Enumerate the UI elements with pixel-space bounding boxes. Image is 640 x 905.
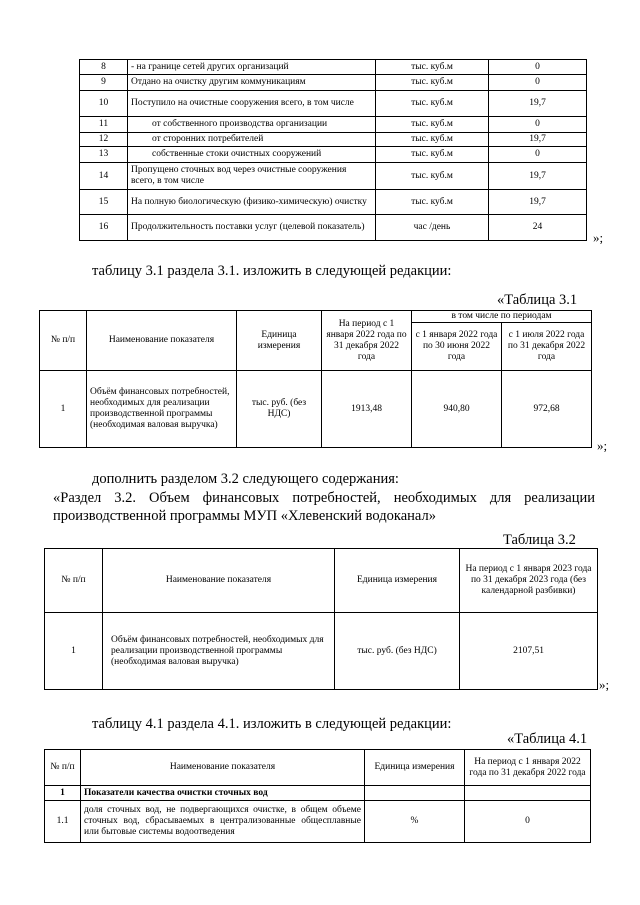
table-row: 14 Пропущено сточных вод через очистные сооружения всего, в том числе тыс. куб.м 19,7 — [80, 163, 587, 190]
table-4-1-title: «Таблица 4.1 — [507, 731, 588, 747]
header-name: Наименование показателя — [87, 311, 237, 371]
table-row: 1.1 доля сточных вод, не подвергающихся очистке, в общем объеме сточных вод, сбрасываемых в централизованные общесплавные или бытовые системы водоотведения % 0 — [45, 801, 591, 843]
paragraph-section-3-2-intro: дополнить разделом 3.2 следующего содержания: — [92, 471, 399, 487]
header-period: На период с 1 января 2022 года по 31 декабря 2022 года — [465, 750, 591, 786]
header-including: в том числе по периодам — [412, 311, 592, 323]
table-row: 16 Продолжительность поставки услуг (целевой показатель) час /день 24 — [80, 215, 587, 241]
header-unit: Единица измерения — [237, 311, 322, 371]
table-row: 8 - на границе сетей других организаций тыс. куб.м 0 — [80, 60, 587, 75]
header-num: № п/п — [45, 549, 103, 613]
header-period-2: с 1 июля 2022 года по 31 декабря 2022 года — [502, 323, 592, 371]
closing-quote-mark: »; — [599, 677, 610, 692]
table-row: 13 собственные стоки очистных сооружений тыс. куб.м 0 — [80, 147, 587, 163]
paragraph-section-3-2-title-line1: «Раздел 3.2. Объем финансовых потребностей, необходимых для реализации — [53, 490, 595, 506]
paragraph-section-3-2-title-line2: производственной программы МУП «Хлевенский водоканал» — [53, 508, 436, 524]
flow-table — [79, 59, 587, 241]
table-row: 10 Поступило на очистные сооружения всего, в том числе тыс. куб.м 19,7 — [80, 91, 587, 117]
header-period-1: с 1 января 2022 года по 30 июня 2022 года — [412, 323, 502, 371]
closing-quote-mark: »; — [597, 438, 608, 453]
table-row: 1 Объём финансовых потребностей, необходимых для реализации производственной программы (необходимая валовая выручка) тыс. руб. (без НДС) 2107,51 — [45, 613, 598, 690]
table-row: 1 Объём финансовых потребностей, необходимых для реализации производственной программы (необходимая валовая выручка) тыс. руб. (без НДС) 1913,48 940,80 972,68 — [40, 371, 592, 448]
table-row: 11 от собственного производства организации тыс. куб.м 0 — [80, 117, 587, 133]
table-3-1-title: «Таблица 3.1 — [497, 292, 578, 308]
paragraph-table-3-1-intro: таблицу 3.1 раздела 3.1. изложить в следующей редакции: — [92, 263, 452, 279]
header-num: № п/п — [45, 750, 81, 786]
header-period: На период с 1 января 2022 года по 31 декабря 2022 года — [322, 311, 412, 371]
table-3-2-title: Таблица 3.2 — [503, 532, 576, 548]
header-name: Наименование показателя — [81, 750, 365, 786]
header-num: № п/п — [40, 311, 87, 371]
header-name: Наименование показателя — [103, 549, 335, 613]
paragraph-table-4-1-intro: таблицу 4.1 раздела 4.1. изложить в следующей редакции: — [92, 716, 452, 732]
closing-quote-mark: »; — [593, 230, 604, 245]
table-row: 12 от сторонних потребителей тыс. куб.м 19,7 — [80, 133, 587, 147]
header-unit: Единица измерения — [365, 750, 465, 786]
table-row: 15 На полную биологическую (физико-химическую) очистку тыс. куб.м 19,7 — [80, 190, 587, 215]
table-3-1 — [39, 310, 592, 448]
header-period: На период с 1 января 2023 года по 31 декабря 2023 года (без календарной разбивки) — [460, 549, 598, 613]
header-unit: Единица измерения — [335, 549, 460, 613]
table-4-1 — [44, 749, 591, 843]
table-3-2 — [44, 548, 598, 690]
section-row: 1 Показатели качества очистки сточных вод — [45, 786, 591, 801]
table-row: 9 Отдано на очистку другим коммуникациям тыс. куб.м 0 — [80, 75, 587, 91]
